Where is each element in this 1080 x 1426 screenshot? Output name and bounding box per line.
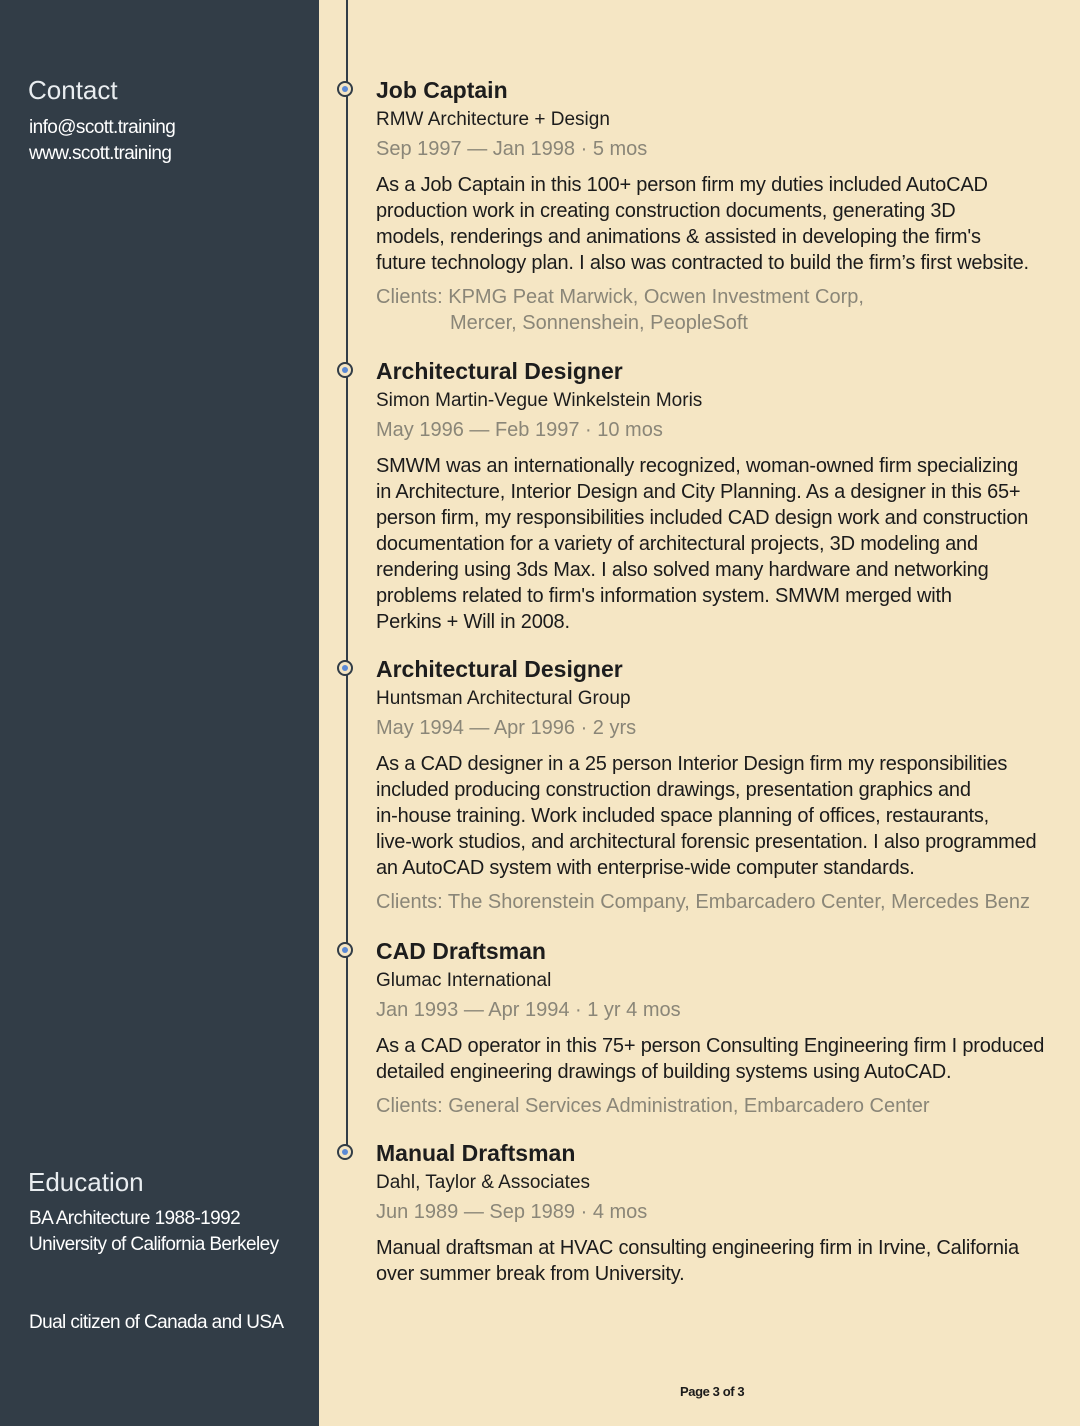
job-dates: May 1994 — Apr 1996 · 2 yrs — [376, 717, 637, 739]
job-company: Glumac International — [376, 970, 552, 991]
citizenship-note: Dual citizen of Canada and USA — [29, 1312, 284, 1333]
job-entry — [376, 654, 1076, 915]
job-dates: Jan 1993 — Apr 1994 · 1 yr 4 mos — [376, 999, 681, 1021]
job-company: Simon Martin-Vegue Winkelstein Moris — [376, 390, 703, 411]
job-entry — [376, 75, 1076, 336]
job-dates: Sep 1997 — Jan 1998 · 5 mos — [376, 138, 648, 160]
job-title: Manual Draftsman — [376, 1140, 576, 1166]
job-dates: May 1996 — Feb 1997 · 10 mos — [376, 419, 663, 441]
job-clients — [376, 284, 1076, 336]
timeline-marker-icon — [337, 660, 353, 676]
job-clients: Clients: General Services Administration, Embarcadero Center — [376, 1095, 930, 1117]
timeline-marker-icon — [337, 942, 353, 958]
education-heading: Education — [28, 1167, 144, 1197]
job-clients: Clients: The Shorenstein Company, Embarcadero Center, Mercedes Benz — [376, 891, 1031, 913]
education-school: University of California Berkeley — [29, 1234, 279, 1255]
job-title: Job Captain — [376, 77, 508, 103]
job-description: As a CAD designer in a 25 person Interior Design firm my responsibilities included producing construction drawings, presentation graphics and in-house training. Work included space planning of offices, restaurants, live-work studios, and architectural forensic presentation. I also programmed an AutoCAD system with enterprise-wide computer standards. — [376, 753, 1037, 879]
job-dates: Jun 1989 — Sep 1989 · 4 mos — [376, 1201, 648, 1223]
timeline-marker-icon — [337, 81, 353, 97]
job-description: As a CAD operator in this 75+ person Consulting Engineering firm I produced detailed engineering drawings of building systems using AutoCAD. — [376, 1035, 1045, 1083]
job-title: CAD Draftsman — [376, 938, 546, 964]
job-entry — [376, 356, 1076, 635]
contact-heading: Contact — [28, 75, 118, 105]
job-company: Huntsman Architectural Group — [376, 688, 631, 709]
job-entry — [376, 1138, 1076, 1287]
job-clients-line: Mercer, Sonnenshein, PeopleSoft — [450, 312, 748, 334]
timeline-marker-icon — [337, 362, 353, 378]
page-number: Page 3 of 3 — [680, 1384, 745, 1399]
job-title: Architectural Designer — [376, 656, 623, 682]
job-description: Manual draftsman at HVAC consulting engineering firm in Irvine, California over summer break from University. — [376, 1237, 1019, 1285]
timeline-line — [346, 0, 348, 1152]
job-entry — [376, 936, 1076, 1119]
job-description: SMWM was an internationally recognized, woman-owned firm specializing in Architecture, Interior Design and City Planning. As a designer in this 65+ person firm, my responsibilities included CAD design work and construction documentation for a variety of architectural projects, 3D modeling and rendering using 3ds Max. I also solved many hardware and networking problems related to firm's information system. SMWM merged with Perkins + Will in 2008. — [376, 455, 1029, 633]
job-description: As a Job Captain in this 100+ person firm my duties included AutoCAD production work in creating construction documents, generating 3D models, renderings and animations & assisted in developing the firm's future technology plan. I also was contracted to build the firm’s first website. — [376, 174, 1029, 274]
contact-website[interactable]: www.scott.training — [29, 143, 172, 164]
job-clients-line: Clients: KPMG Peat Marwick, Ocwen Investment Corp, — [376, 286, 864, 308]
job-company: Dahl, Taylor & Associates — [376, 1172, 591, 1193]
job-title: Architectural Designer — [376, 358, 623, 384]
sidebar — [0, 0, 319, 1426]
timeline-marker-icon — [337, 1144, 353, 1160]
education-degree: BA Architecture 1988-1992 — [29, 1208, 241, 1229]
contact-email[interactable]: info@scott.training — [29, 117, 176, 138]
job-company: RMW Architecture + Design — [376, 109, 610, 130]
